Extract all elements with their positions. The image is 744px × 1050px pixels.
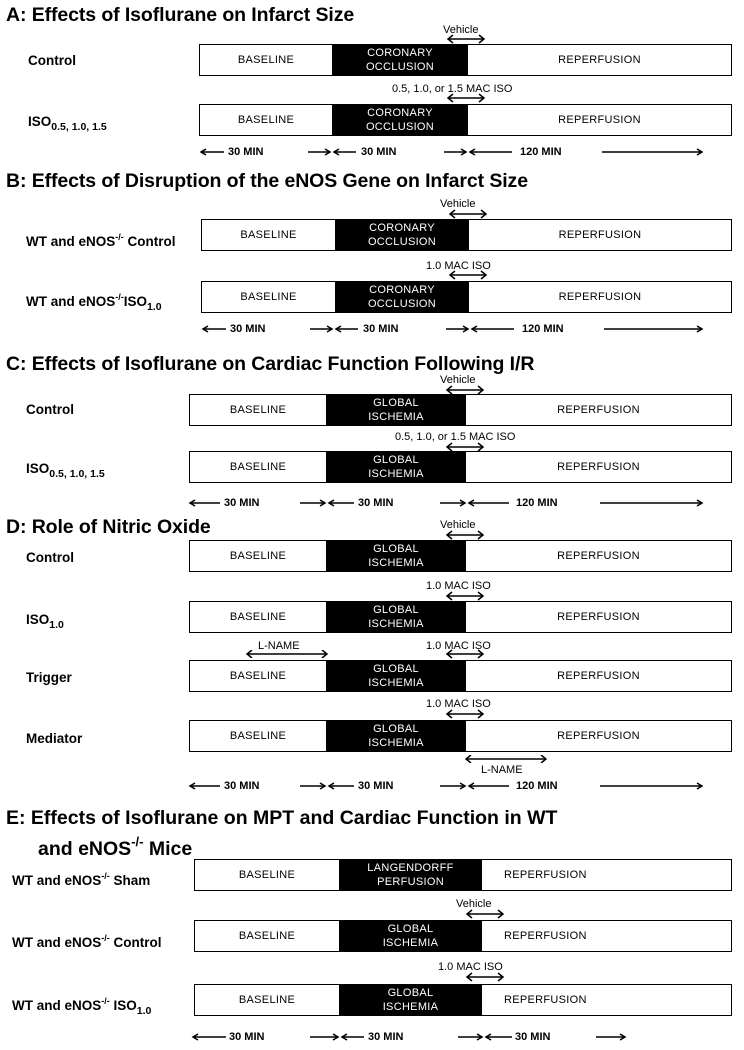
protocol-bar — [189, 660, 732, 692]
protocol-bar — [194, 859, 732, 891]
double-arrow-icon — [449, 210, 487, 218]
protocol-bar — [201, 281, 732, 313]
reperfusion-segment: REPERFUSION — [558, 54, 641, 66]
double-arrow-icon — [446, 650, 484, 658]
baseline-segment: BASELINE — [229, 550, 287, 562]
timeline-reperfusion-duration: 30 MIN — [515, 1031, 551, 1043]
baseline-segment: BASELINE — [237, 54, 295, 66]
label-tail: ISO — [109, 998, 137, 1013]
reperfusion-segment: REPERFUSION — [557, 461, 640, 473]
segment-line-1: LANGENDORFF — [367, 862, 454, 874]
vehicle-annotation: Vehicle — [456, 898, 492, 910]
timeline-occlusion-duration: 30 MIN — [361, 146, 397, 158]
label-subscript: 0.5, 1.0, 1.5 — [51, 121, 107, 133]
reperfusion-segment: REPERFUSION — [504, 869, 587, 881]
timeline-baseline-duration: 30 MIN — [224, 780, 260, 792]
reperfusion-segment: REPERFUSION — [504, 930, 587, 942]
l-name-annotation: L-NAME — [481, 764, 523, 776]
label-tail: Sham — [109, 873, 151, 888]
segment-line-2: ISCHEMIA — [368, 618, 424, 630]
protocol-bar — [189, 394, 732, 426]
double-arrow-icon — [466, 910, 504, 918]
row-label-wt-enos-control — [26, 229, 176, 250]
label-text: ISO — [28, 114, 52, 129]
segment-line-1: CORONARY — [369, 284, 435, 296]
double-arrow-icon — [446, 710, 484, 718]
protocol-bar — [189, 540, 732, 572]
vehicle-annotation: Vehicle — [440, 519, 476, 531]
timeline-occlusion-duration: 30 MIN — [363, 323, 399, 335]
segment-line-2: PERFUSION — [377, 876, 444, 888]
reperfusion-segment: REPERFUSION — [557, 404, 640, 416]
reperfusion-segment: REPERFUSION — [557, 611, 640, 623]
reperfusion-segment: REPERFUSION — [558, 291, 642, 303]
segment-line-1: GLOBAL — [373, 397, 419, 409]
segment-line-2: OCCLUSION — [367, 298, 437, 310]
double-arrow-icon — [466, 973, 504, 981]
ischemia-segment — [326, 541, 466, 571]
double-arrow-icon — [246, 650, 328, 658]
title-superscript: -/- — [131, 834, 144, 849]
row-label-control: Control — [26, 402, 74, 417]
segment-line-1: GLOBAL — [387, 987, 434, 999]
segment-line-1: CORONARY — [369, 222, 435, 234]
section-b-title: B: Effects of Disruption of the eNOS Gene on Infarct Size — [6, 170, 528, 192]
baseline-segment: BASELINE — [240, 291, 297, 303]
protocol-bar — [189, 601, 732, 633]
baseline-segment: BASELINE — [229, 730, 287, 742]
double-arrow-icon — [465, 755, 547, 763]
timeline-baseline-duration: 30 MIN — [230, 323, 266, 335]
protocol-bar — [201, 219, 732, 251]
reperfusion-segment: REPERFUSION — [558, 114, 641, 126]
double-arrow-icon — [446, 531, 484, 539]
double-arrow-icon — [446, 592, 484, 600]
protocol-bar — [194, 920, 732, 952]
row-label-trigger: Trigger — [26, 670, 72, 685]
segment-line-1: GLOBAL — [373, 543, 419, 555]
timeline-reperfusion-duration: 120 MIN — [522, 323, 564, 335]
row-label-wt-enos-iso — [26, 289, 162, 315]
segment-line-1: GLOBAL — [373, 723, 419, 735]
segment-line-1: GLOBAL — [387, 923, 434, 935]
label-superscript: -/- — [101, 933, 110, 943]
segment-line-1: GLOBAL — [373, 454, 419, 466]
reperfusion-segment: REPERFUSION — [557, 730, 640, 742]
iso-dose-annotation: 1.0 MAC ISO — [426, 640, 491, 652]
ischemia-segment — [339, 985, 482, 1015]
segment-line-2: ISCHEMIA — [382, 937, 439, 949]
occlusion-segment — [335, 220, 469, 250]
row-label-wt-enos-control — [12, 930, 162, 951]
label-text: WT and eNOS — [26, 234, 116, 249]
label-text: ISO — [26, 612, 50, 627]
iso-dose-annotation: 1.0 MAC ISO — [438, 961, 503, 973]
double-arrow-icon — [449, 271, 487, 279]
baseline-segment: BASELINE — [237, 114, 295, 126]
timeline-reperfusion-duration: 120 MIN — [516, 497, 558, 509]
label-superscript: -/- — [115, 232, 124, 242]
segment-line-2: ISCHEMIA — [368, 677, 424, 689]
timeline-reperfusion-duration: 120 MIN — [520, 146, 562, 158]
row-label-wt-enos-sham — [12, 868, 150, 889]
section-a-title: A: Effects of Isoflurane on Infarct Size — [6, 4, 355, 26]
timeline-ischemia-duration: 30 MIN — [358, 497, 394, 509]
ischemia-segment — [326, 721, 466, 751]
reperfusion-segment: REPERFUSION — [557, 550, 640, 562]
reperfusion-segment: REPERFUSION — [504, 994, 587, 1006]
label-subscript: 1.0 — [136, 1005, 152, 1017]
timeline-ischemia-duration: 30 MIN — [358, 780, 394, 792]
segment-line-2: ISCHEMIA — [368, 411, 424, 423]
ischemia-segment — [326, 602, 466, 632]
iso-dose-annotation: 1.0 MAC ISO — [426, 698, 491, 710]
reperfusion-segment: REPERFUSION — [558, 229, 642, 241]
vehicle-annotation: Vehicle — [440, 198, 476, 210]
reperfusion-segment: REPERFUSION — [557, 670, 640, 682]
label-text: WT and eNOS — [12, 873, 102, 888]
label-subscript: 1.0 — [147, 301, 162, 313]
row-label-mediator: Mediator — [26, 731, 83, 746]
row-label-iso — [26, 612, 64, 633]
label-text: WT and eNOS — [12, 935, 102, 950]
label-superscript: -/- — [115, 292, 124, 302]
baseline-segment: BASELINE — [229, 670, 287, 682]
segment-line-2: OCCLUSION — [365, 121, 435, 133]
segment-line-1: CORONARY — [367, 47, 433, 59]
ischemia-segment — [326, 452, 466, 482]
label-text: ISO — [26, 461, 50, 476]
timeline-baseline-duration: 30 MIN — [229, 1031, 265, 1043]
vehicle-annotation: Vehicle — [443, 24, 479, 36]
label-subscript: 1.0 — [49, 619, 64, 631]
section-c-title: C: Effects of Isoflurane on Cardiac Function Following I/R — [6, 353, 535, 375]
vehicle-annotation: Vehicle — [440, 374, 476, 386]
l-name-annotation: L-NAME — [258, 640, 300, 652]
baseline-segment: BASELINE — [229, 461, 287, 473]
segment-line-2: ISCHEMIA — [382, 1001, 439, 1013]
baseline-segment: BASELINE — [229, 611, 287, 623]
row-label-control: Control — [26, 550, 74, 565]
label-subscript: 0.5, 1.0, 1.5 — [49, 468, 105, 480]
baseline-segment: BASELINE — [238, 930, 296, 942]
title-text: and eNOS — [38, 838, 132, 860]
segment-line-1: GLOBAL — [373, 604, 419, 616]
label-superscript: -/- — [101, 996, 110, 1006]
ischemia-segment — [326, 395, 466, 425]
iso-dose-annotation: 0.5, 1.0, or 1.5 MAC ISO — [395, 431, 516, 443]
baseline-segment: BASELINE — [240, 229, 297, 241]
ischemia-segment — [339, 921, 482, 951]
iso-dose-annotation: 1.0 MAC ISO — [426, 260, 491, 272]
row-label-control: Control — [28, 53, 76, 68]
segment-line-1: CORONARY — [367, 107, 433, 119]
segment-line-2: ISCHEMIA — [368, 737, 424, 749]
iso-dose-annotation: 1.0 MAC ISO — [426, 580, 491, 592]
label-tail: Control — [109, 935, 162, 950]
segment-line-2: ISCHEMIA — [368, 557, 424, 569]
row-label-wt-enos-iso — [12, 993, 151, 1019]
double-arrow-icon — [446, 386, 484, 394]
timeline-ischemia-duration: 30 MIN — [368, 1031, 404, 1043]
iso-dose-annotation: 0.5, 1.0, or 1.5 MAC ISO — [392, 83, 513, 95]
label-tail: Control — [123, 234, 176, 249]
baseline-segment: BASELINE — [238, 869, 296, 881]
baseline-segment: BASELINE — [238, 994, 296, 1006]
timeline-reperfusion-duration: 120 MIN — [516, 780, 558, 792]
ischemia-segment — [326, 661, 466, 691]
label-superscript: -/- — [101, 871, 110, 881]
section-d-title: D: Role of Nitric Oxide — [6, 516, 211, 538]
baseline-segment: BASELINE — [229, 404, 287, 416]
label-text: WT and eNOS — [12, 998, 102, 1013]
title-tail: Mice — [143, 838, 193, 860]
timeline-baseline-duration: 30 MIN — [224, 497, 260, 509]
occlusion-segment — [335, 282, 469, 312]
segment-line-1: GLOBAL — [373, 663, 419, 675]
double-arrow-icon — [446, 443, 484, 451]
protocol-bar — [189, 720, 732, 752]
label-text: WT and eNOS — [26, 294, 116, 309]
label-tail: ISO — [123, 294, 148, 309]
segment-line-2: OCCLUSION — [365, 61, 435, 73]
row-label-iso — [26, 461, 105, 482]
section-e-title-line-2 — [38, 830, 192, 861]
segment-line-2: OCCLUSION — [367, 236, 437, 248]
protocol-bar — [189, 451, 732, 483]
segment-line-2: ISCHEMIA — [368, 468, 424, 480]
section-e-title-line-1: E: Effects of Isoflurane on MPT and Cardiac Function in WT — [6, 807, 558, 829]
protocol-bar — [194, 984, 732, 1016]
timeline-baseline-duration: 30 MIN — [228, 146, 264, 158]
langendorff-segment — [339, 860, 482, 890]
